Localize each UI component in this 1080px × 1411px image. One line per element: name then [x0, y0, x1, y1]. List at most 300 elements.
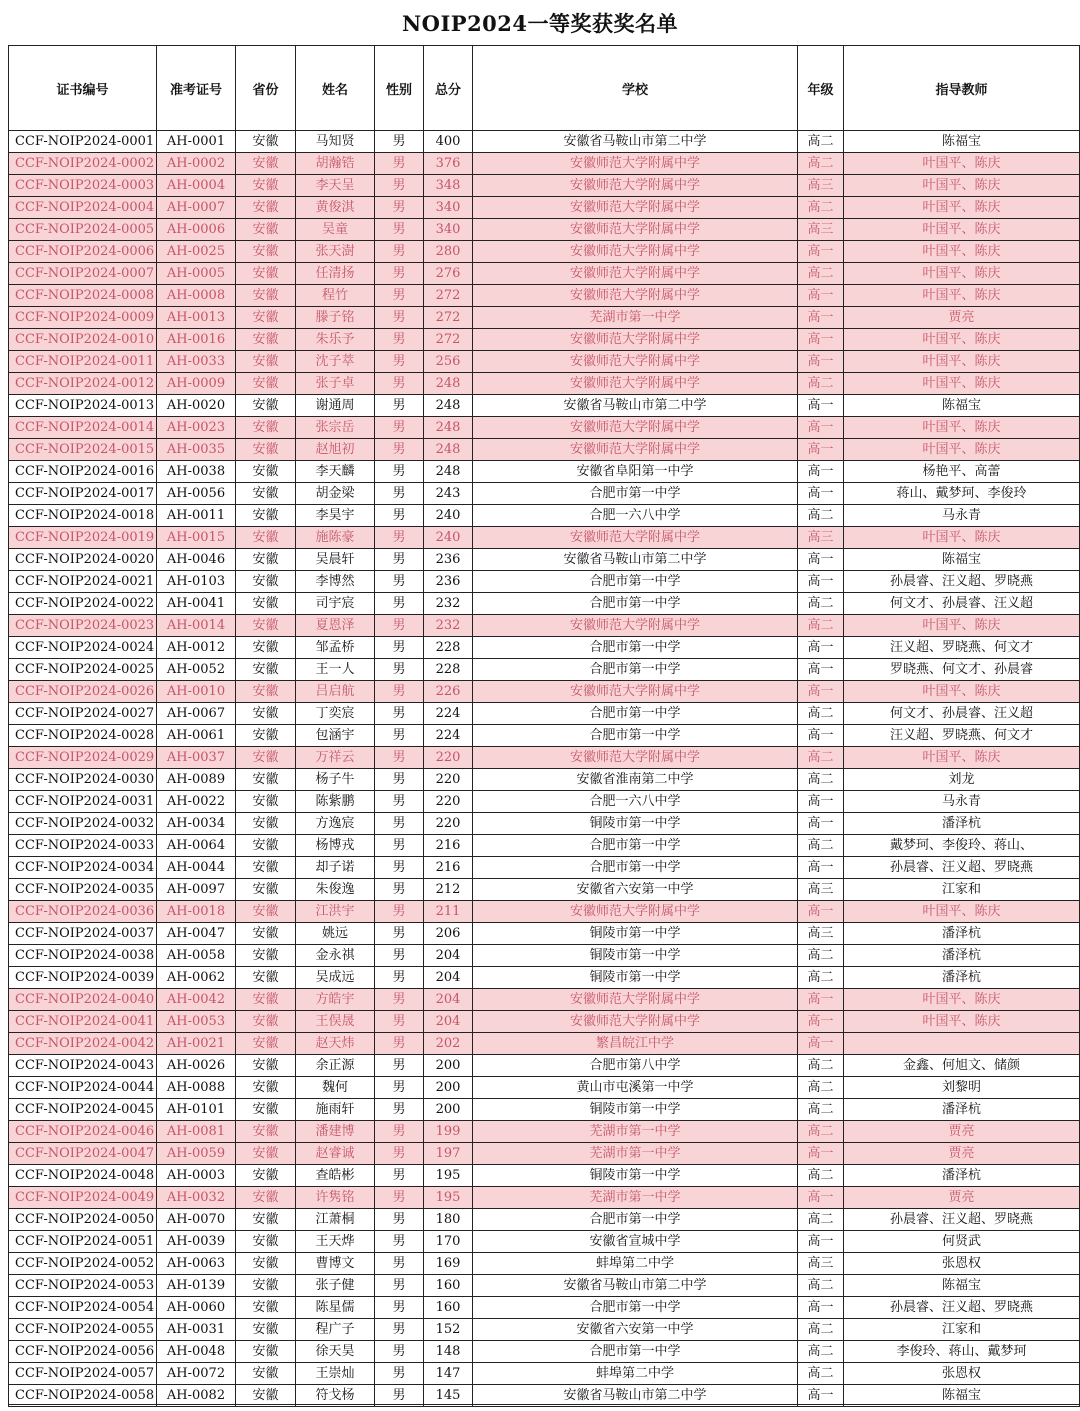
cell-grade: 高二 [798, 373, 844, 395]
table-row [9, 1209, 1080, 1231]
table-row [9, 241, 1080, 263]
table-row [9, 1055, 1080, 1077]
cell-gender: 男 [375, 1341, 424, 1363]
cell-school: 芜湖市第一中学 [473, 1143, 798, 1165]
cell-cert-no: CCF-NOIP2024-0020 [9, 549, 157, 571]
cell-gender: 男 [375, 351, 424, 373]
cell-teacher: 刘黎明 [844, 1077, 1080, 1099]
cell-score: 216 [424, 857, 473, 879]
cell-gender: 男 [375, 1165, 424, 1187]
table-row [9, 461, 1080, 483]
cell-teacher: 叶国平、陈庆 [844, 527, 1080, 549]
cell-school: 安徽省阜阳第一中学 [473, 461, 798, 483]
cell-province: 安徽 [236, 527, 296, 549]
cell-grade: 高二 [798, 1319, 844, 1341]
cell-gender: 男 [375, 417, 424, 439]
cell-grade: 高一 [798, 659, 844, 681]
cell-name: 程竹 [296, 285, 375, 307]
cell-cert-no: CCF-NOIP2024-0008 [9, 285, 157, 307]
cell-score: 180 [424, 1209, 473, 1231]
cell-score: 199 [424, 1121, 473, 1143]
cell-cert-no: CCF-NOIP2024-0052 [9, 1253, 157, 1275]
cell-exam-no: AH-0053 [157, 1011, 236, 1033]
cell-gender: 男 [375, 1209, 424, 1231]
cell-teacher: 李俊玲、蒋山、戴梦珂 [844, 1341, 1080, 1363]
cell-gender: 男 [375, 1055, 424, 1077]
cell-province: 安徽 [236, 1319, 296, 1341]
cell-name: 吴成远 [296, 967, 375, 989]
cell-province: 安徽 [236, 1253, 296, 1275]
cell-gender: 男 [375, 505, 424, 527]
cell-grade: 高一 [798, 461, 844, 483]
header-score: 总分 [424, 46, 473, 131]
table-row [9, 1165, 1080, 1187]
cell-name: 谢通周 [296, 395, 375, 417]
cell-exam-no: AH-0037 [157, 747, 236, 769]
cell-teacher: 金鑫、何旭文、储颜 [844, 1055, 1080, 1077]
table-row [9, 197, 1080, 219]
cell-gender: 男 [375, 1033, 424, 1055]
cell-province: 安徽 [236, 1033, 296, 1055]
cell-school: 安徽师范大学附属中学 [473, 241, 798, 263]
table-row [9, 549, 1080, 571]
cell-exam-no: AH-0014 [157, 615, 236, 637]
cell-cert-no: CCF-NOIP2024-0014 [9, 417, 157, 439]
cell-teacher: 戴梦珂、李俊玲、蒋山、 [844, 835, 1080, 857]
cell-score: 169 [424, 1253, 473, 1275]
cell-gender: 男 [375, 1011, 424, 1033]
cell-grade: 高一 [798, 813, 844, 835]
cell-school: 安徽省宣城中学 [473, 1231, 798, 1253]
cell-exam-no: AH-0058 [157, 945, 236, 967]
table-row [9, 351, 1080, 373]
cell-teacher: 孙晨睿、汪义超、罗晓燕 [844, 1209, 1080, 1231]
cell-province: 安徽 [236, 131, 296, 153]
cell-school: 安徽师范大学附属中学 [473, 175, 798, 197]
cell-exam-no: AH-0020 [157, 395, 236, 417]
cell-gender: 男 [375, 747, 424, 769]
cell-gender: 男 [375, 901, 424, 923]
cell-teacher: 汪义超、罗晓燕、何文才 [844, 725, 1080, 747]
cell-grade: 高一 [798, 285, 844, 307]
cell-name: 李博然 [296, 571, 375, 593]
cell-cert-no: CCF-NOIP2024-0039 [9, 967, 157, 989]
cell-gender: 男 [375, 637, 424, 659]
cell-exam-no: AH-0004 [157, 175, 236, 197]
cell-gender: 男 [375, 439, 424, 461]
cell-gender: 男 [375, 703, 424, 725]
cell-school: 安徽省淮南第二中学 [473, 769, 798, 791]
cell-grade: 高二 [798, 615, 844, 637]
cell-score: 204 [424, 967, 473, 989]
cell-school: 安徽师范大学附属中学 [473, 373, 798, 395]
cell-province: 安徽 [236, 967, 296, 989]
cell-score: 200 [424, 1077, 473, 1099]
cell-province: 安徽 [236, 461, 296, 483]
cell-score: 340 [424, 219, 473, 241]
cell-school: 合肥一六八中学 [473, 505, 798, 527]
cell-exam-no: AH-0034 [157, 813, 236, 835]
cell-cert-no: CCF-NOIP2024-0055 [9, 1319, 157, 1341]
cell-gender: 男 [375, 549, 424, 571]
cell-province: 安徽 [236, 835, 296, 857]
cell-province: 安徽 [236, 703, 296, 725]
cell-name: 吴童 [296, 219, 375, 241]
cell-grade: 高一 [798, 329, 844, 351]
cell-exam-no: AH-0026 [157, 1055, 236, 1077]
cell-school: 安徽省马鞍山市第二中学 [473, 1275, 798, 1297]
cell-name: 李昊宇 [296, 505, 375, 527]
cell-grade: 高一 [798, 483, 844, 505]
cell-school: 安徽省六安第一中学 [473, 879, 798, 901]
cell-cert-no: CCF-NOIP2024-0030 [9, 769, 157, 791]
cell-score: 212 [424, 879, 473, 901]
cell-school: 铜陵市第一中学 [473, 813, 798, 835]
cell-exam-no: AH-0015 [157, 527, 236, 549]
cell-school: 安徽师范大学附属中学 [473, 747, 798, 769]
cell-teacher: 孙晨睿、汪义超、罗晓燕 [844, 571, 1080, 593]
table-row [9, 1077, 1080, 1099]
cell-province: 安徽 [236, 219, 296, 241]
cell-name: 王天烨 [296, 1231, 375, 1253]
cell-province: 安徽 [236, 923, 296, 945]
cell-province: 安徽 [236, 351, 296, 373]
cell-province: 安徽 [236, 1341, 296, 1363]
cell-gender: 男 [375, 329, 424, 351]
cell-gender: 男 [375, 1363, 424, 1385]
cell-name: 许隽铭 [296, 1187, 375, 1209]
header-gender: 性别 [375, 46, 424, 131]
cell-name: 张子健 [296, 1275, 375, 1297]
cell-gender: 男 [375, 153, 424, 175]
cell-name: 丁奕宸 [296, 703, 375, 725]
header-exam-no: 准考证号 [157, 46, 236, 131]
table-row [9, 901, 1080, 923]
cell-province: 安徽 [236, 1165, 296, 1187]
cell-teacher: 陈福宝 [844, 395, 1080, 417]
cell-exam-no: AH-0067 [157, 703, 236, 725]
cell-exam-no: AH-0063 [157, 1253, 236, 1275]
cell-teacher: 何贤武 [844, 1231, 1080, 1253]
cell-name: 李天麟 [296, 461, 375, 483]
cell-cert-no: CCF-NOIP2024-0023 [9, 615, 157, 637]
table-row [9, 505, 1080, 527]
cell-exam-no: AH-0064 [157, 835, 236, 857]
cell-grade: 高三 [798, 923, 844, 945]
cell-teacher: 叶国平、陈庆 [844, 197, 1080, 219]
cell-school: 合肥市第一中学 [473, 637, 798, 659]
cell-cert-no: CCF-NOIP2024-0013 [9, 395, 157, 417]
cell-name: 赵旭初 [296, 439, 375, 461]
table-row [9, 681, 1080, 703]
cell-province: 安徽 [236, 1231, 296, 1253]
cell-score: 224 [424, 703, 473, 725]
cell-teacher: 叶国平、陈庆 [844, 417, 1080, 439]
cell-gender: 男 [375, 483, 424, 505]
cell-school: 安徽师范大学附属中学 [473, 901, 798, 923]
cell-cert-no: CCF-NOIP2024-0043 [9, 1055, 157, 1077]
cell-exam-no: AH-0035 [157, 439, 236, 461]
cell-score: 160 [424, 1297, 473, 1319]
cell-school: 铜陵市第一中学 [473, 1165, 798, 1187]
cell-exam-no: AH-0011 [157, 505, 236, 527]
cell-score: 236 [424, 571, 473, 593]
cell-name: 赵睿诚 [296, 1143, 375, 1165]
cell-score: 272 [424, 307, 473, 329]
cell-score: 272 [424, 285, 473, 307]
cell-school: 合肥市第一中学 [473, 1209, 798, 1231]
cell-cert-no: CCF-NOIP2024-0037 [9, 923, 157, 945]
cell-cert-no: CCF-NOIP2024-0050 [9, 1209, 157, 1231]
table-row [9, 153, 1080, 175]
cell-name: 王俣晟 [296, 1011, 375, 1033]
cell-score: 340 [424, 197, 473, 219]
cell-province: 安徽 [236, 989, 296, 1011]
cell-teacher: 江家和 [844, 879, 1080, 901]
table-row [9, 175, 1080, 197]
cell-province: 安徽 [236, 725, 296, 747]
cell-exam-no: AH-0002 [157, 153, 236, 175]
cell-teacher: 叶国平、陈庆 [844, 175, 1080, 197]
cell-cert-no: CCF-NOIP2024-0028 [9, 725, 157, 747]
cell-name: 黄俊淇 [296, 197, 375, 219]
table-row [9, 791, 1080, 813]
table-row [9, 1033, 1080, 1055]
cell-school: 合肥市第一中学 [473, 725, 798, 747]
table-row [9, 857, 1080, 879]
cell-name: 朱乐予 [296, 329, 375, 351]
table-row [9, 989, 1080, 1011]
cell-gender: 男 [375, 527, 424, 549]
cell-score: 348 [424, 175, 473, 197]
cell-school: 蚌埠第二中学 [473, 1253, 798, 1275]
cell-cert-no: CCF-NOIP2024-0042 [9, 1033, 157, 1055]
cell-province: 安徽 [236, 681, 296, 703]
cell-grade: 高一 [798, 439, 844, 461]
cell-school: 合肥一六八中学 [473, 791, 798, 813]
cell-grade: 高三 [798, 219, 844, 241]
cell-score: 400 [424, 131, 473, 153]
cell-school: 安徽师范大学附属中学 [473, 263, 798, 285]
cell-grade: 高一 [798, 1297, 844, 1319]
cell-school: 合肥市第一中学 [473, 659, 798, 681]
cell-score: 232 [424, 615, 473, 637]
cell-score: 272 [424, 329, 473, 351]
cell-cert-no: CCF-NOIP2024-0040 [9, 989, 157, 1011]
cell-score: 240 [424, 527, 473, 549]
cell-province: 安徽 [236, 1121, 296, 1143]
cell-teacher: 叶国平、陈庆 [844, 351, 1080, 373]
cell-name: 赵天炜 [296, 1033, 375, 1055]
cell-teacher: 叶国平、陈庆 [844, 681, 1080, 703]
cell-teacher: 杨艳平、高蕾 [844, 461, 1080, 483]
cell-province: 安徽 [236, 1143, 296, 1165]
cell-cert-no: CCF-NOIP2024-0057 [9, 1363, 157, 1385]
table-row [9, 1143, 1080, 1165]
table-row [9, 1319, 1080, 1341]
cell-province: 安徽 [236, 1099, 296, 1121]
cell-exam-no: AH-0072 [157, 1363, 236, 1385]
cell-grade: 高二 [798, 505, 844, 527]
cell-gender: 男 [375, 461, 424, 483]
cell-score: 220 [424, 813, 473, 835]
cell-teacher: 叶国平、陈庆 [844, 241, 1080, 263]
cell-cert-no: CCF-NOIP2024-0048 [9, 1165, 157, 1187]
table-row [9, 945, 1080, 967]
cell-province: 安徽 [236, 417, 296, 439]
cell-exam-no: AH-0060 [157, 1297, 236, 1319]
cell-score: 220 [424, 747, 473, 769]
cell-name: 马知贤 [296, 131, 375, 153]
cell-grade: 高一 [798, 241, 844, 263]
cell-name: 查皓彬 [296, 1165, 375, 1187]
cell-teacher: 汪义超、罗晓燕、何文才 [844, 637, 1080, 659]
cell-cert-no: CCF-NOIP2024-0021 [9, 571, 157, 593]
cell-name: 胡金梁 [296, 483, 375, 505]
table-row [9, 571, 1080, 593]
cell-teacher: 潘泽杭 [844, 967, 1080, 989]
cell-score: 204 [424, 1011, 473, 1033]
cell-name: 沈子萃 [296, 351, 375, 373]
cell-province: 安徽 [236, 1297, 296, 1319]
cell-grade: 高三 [798, 879, 844, 901]
cell-cert-no: CCF-NOIP2024-0010 [9, 329, 157, 351]
cell-province: 安徽 [236, 175, 296, 197]
cell-exam-no: AH-0021 [157, 1033, 236, 1055]
cell-teacher: 叶国平、陈庆 [844, 285, 1080, 307]
cell-gender: 男 [375, 1319, 424, 1341]
cell-name: 陈星儒 [296, 1297, 375, 1319]
cell-province: 安徽 [236, 329, 296, 351]
cell-grade: 高二 [798, 1055, 844, 1077]
cell-teacher: 陈福宝 [844, 131, 1080, 153]
cell-cert-no: CCF-NOIP2024-0051 [9, 1231, 157, 1253]
cell-school: 安徽省马鞍山市第二中学 [473, 549, 798, 571]
table-row [9, 1341, 1080, 1363]
cell-name: 王崇灿 [296, 1363, 375, 1385]
cell-gender: 男 [375, 571, 424, 593]
cell-province: 安徽 [236, 791, 296, 813]
cell-province: 安徽 [236, 483, 296, 505]
cell-province: 安徽 [236, 945, 296, 967]
cell-exam-no: AH-0103 [157, 571, 236, 593]
cell-name: 潘建博 [296, 1121, 375, 1143]
cell-grade: 高一 [798, 549, 844, 571]
cell-grade: 高一 [798, 1187, 844, 1209]
cell-grade: 高二 [798, 747, 844, 769]
cell-score: 204 [424, 945, 473, 967]
cell-name: 却子诺 [296, 857, 375, 879]
cell-score: 206 [424, 923, 473, 945]
cell-school: 合肥市第八中学 [473, 1055, 798, 1077]
cell-province: 安徽 [236, 615, 296, 637]
cell-school: 合肥市第一中学 [473, 835, 798, 857]
cell-cert-no: CCF-NOIP2024-0053 [9, 1275, 157, 1297]
cell-school: 安徽省马鞍山市第二中学 [473, 1385, 798, 1407]
cell-gender: 男 [375, 989, 424, 1011]
cell-exam-no: AH-0022 [157, 791, 236, 813]
table-row [9, 1011, 1080, 1033]
cell-teacher: 马永青 [844, 791, 1080, 813]
cell-score: 145 [424, 1385, 473, 1407]
cell-name: 魏何 [296, 1077, 375, 1099]
cell-score: 224 [424, 725, 473, 747]
cell-gender: 男 [375, 241, 424, 263]
cell-province: 安徽 [236, 1275, 296, 1297]
cell-score: 220 [424, 769, 473, 791]
cell-gender: 男 [375, 769, 424, 791]
table-row [9, 1099, 1080, 1121]
cell-gender: 男 [375, 131, 424, 153]
cell-school: 安徽省六安第一中学 [473, 1319, 798, 1341]
table-row [9, 725, 1080, 747]
cell-teacher: 叶国平、陈庆 [844, 153, 1080, 175]
page-title: NOIP2024一等奖获奖名单 [401, 11, 679, 36]
cell-gender: 男 [375, 813, 424, 835]
table-row [9, 769, 1080, 791]
cell-name: 张宗岳 [296, 417, 375, 439]
cell-name: 张子卓 [296, 373, 375, 395]
cell-cert-no: CCF-NOIP2024-0012 [9, 373, 157, 395]
cell-gender: 男 [375, 1187, 424, 1209]
cell-gender: 男 [375, 879, 424, 901]
cell-grade: 高一 [798, 417, 844, 439]
cell-name: 方逸宸 [296, 813, 375, 835]
cell-school: 铜陵市第一中学 [473, 945, 798, 967]
cell-teacher: 孙晨睿、汪义超、罗晓燕 [844, 857, 1080, 879]
table-row [9, 1297, 1080, 1319]
cell-exam-no: AH-0033 [157, 351, 236, 373]
cell-teacher: 贾亮 [844, 1187, 1080, 1209]
cell-teacher: 陈福宝 [844, 549, 1080, 571]
cell-exam-no: AH-0025 [157, 241, 236, 263]
cell-score: 228 [424, 659, 473, 681]
cell-score: 147 [424, 1363, 473, 1385]
cell-school: 合肥市第一中学 [473, 1297, 798, 1319]
cell-cert-no: CCF-NOIP2024-0058 [9, 1385, 157, 1407]
cell-teacher: 贾亮 [844, 1121, 1080, 1143]
cell-name: 万祥云 [296, 747, 375, 769]
cell-cert-no: CCF-NOIP2024-0015 [9, 439, 157, 461]
cell-score: 170 [424, 1231, 473, 1253]
cell-school: 合肥市第一中学 [473, 857, 798, 879]
cell-province: 安徽 [236, 505, 296, 527]
cell-name: 余正源 [296, 1055, 375, 1077]
cell-gender: 男 [375, 857, 424, 879]
cell-school: 安徽师范大学附属中学 [473, 285, 798, 307]
cell-score: 236 [424, 549, 473, 571]
cell-exam-no: AH-0009 [157, 373, 236, 395]
cell-province: 安徽 [236, 659, 296, 681]
cell-province: 安徽 [236, 901, 296, 923]
cell-teacher: 罗晓燕、何文才、孙晨睿 [844, 659, 1080, 681]
table-row [9, 659, 1080, 681]
cell-grade: 高三 [798, 175, 844, 197]
cell-name: 滕子铭 [296, 307, 375, 329]
table-row [9, 439, 1080, 461]
cell-grade: 高一 [798, 857, 844, 879]
cell-school: 芜湖市第一中学 [473, 1187, 798, 1209]
cell-grade: 高一 [798, 725, 844, 747]
cell-gender: 男 [375, 1275, 424, 1297]
cell-grade: 高一 [798, 1231, 844, 1253]
cell-score: 248 [424, 461, 473, 483]
cell-name: 程广子 [296, 1319, 375, 1341]
cell-exam-no: AH-0056 [157, 483, 236, 505]
cell-gender: 男 [375, 967, 424, 989]
cell-grade: 高一 [798, 1385, 844, 1407]
cell-province: 安徽 [236, 241, 296, 263]
